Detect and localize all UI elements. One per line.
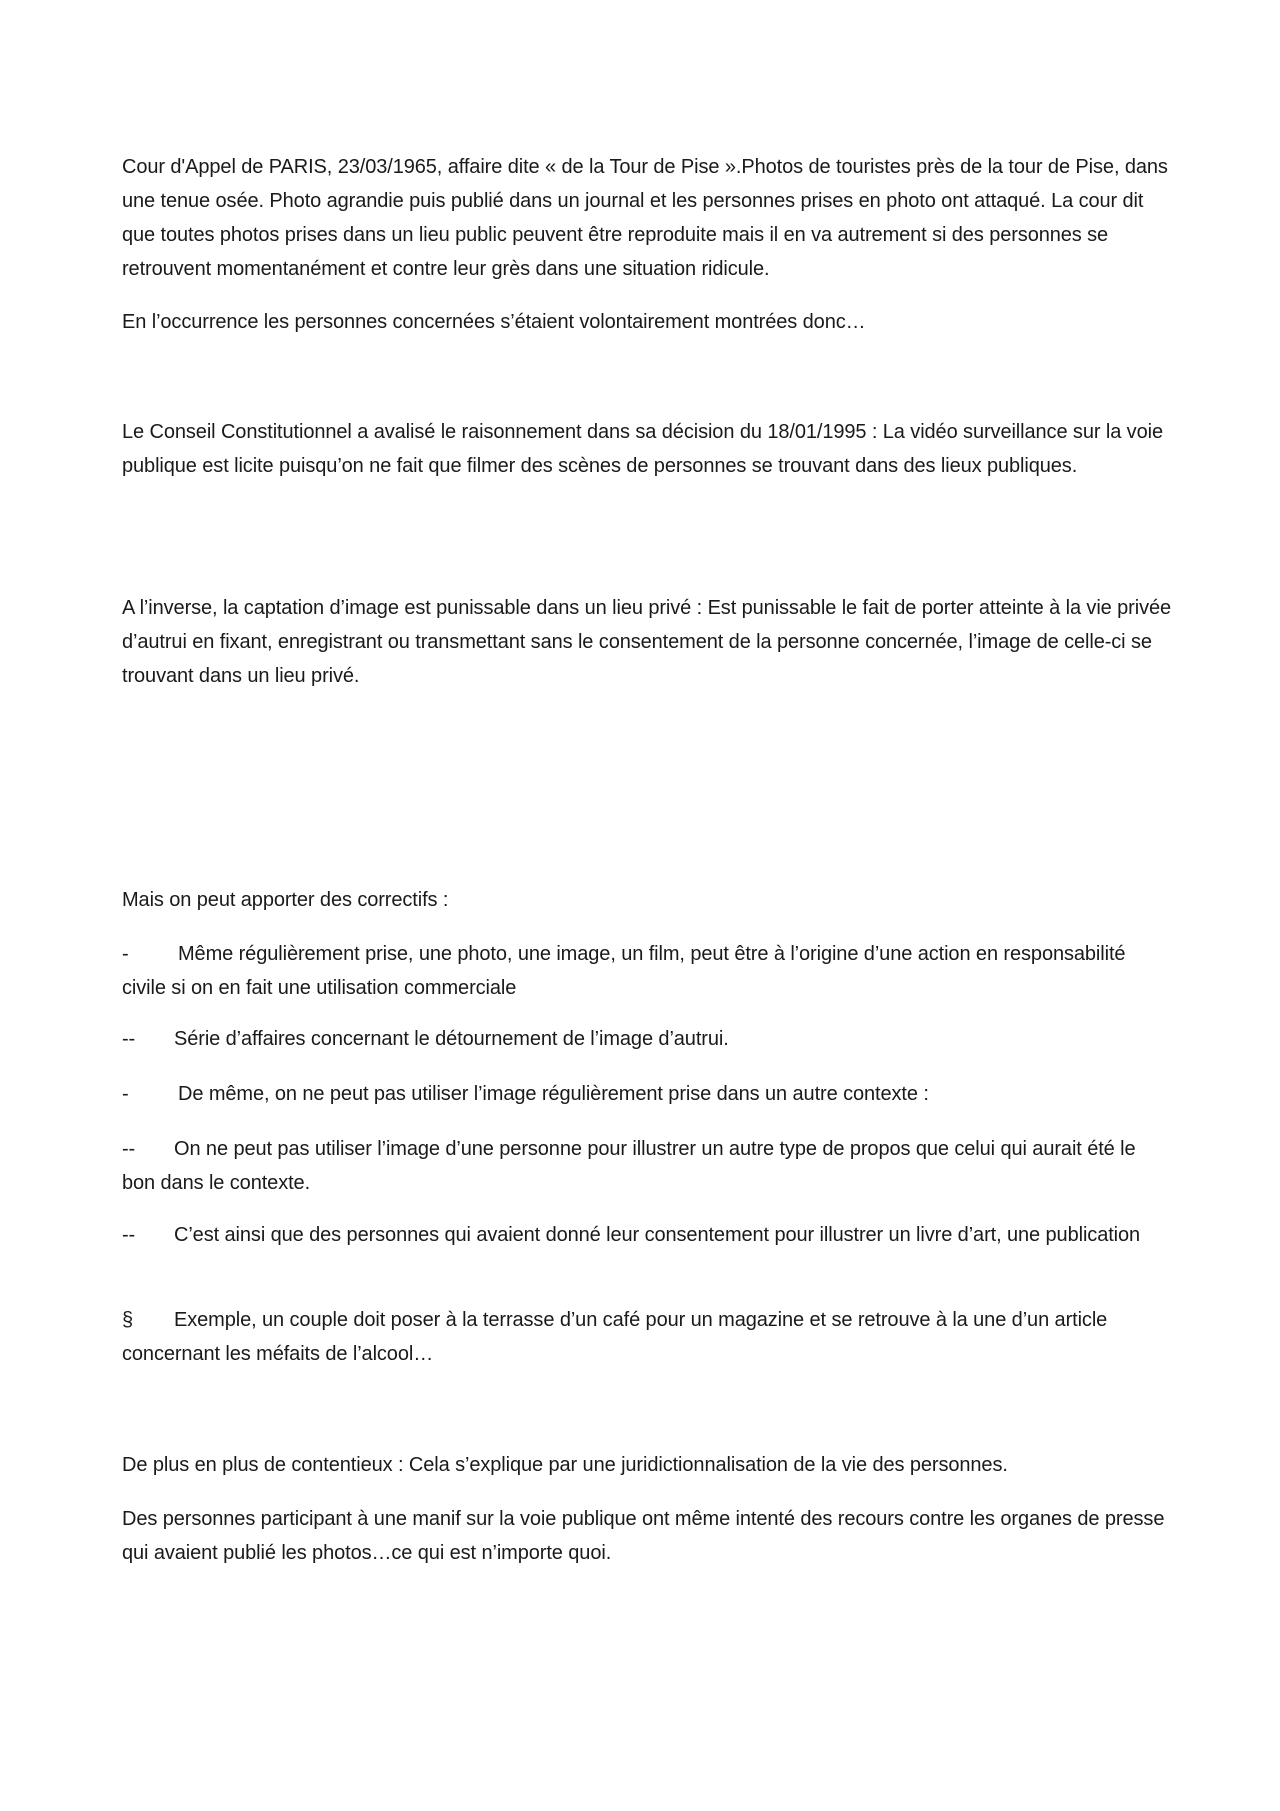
list-item (122, 1022, 1172, 1056)
list-marker: - (122, 1083, 129, 1105)
list-item-text: Même régulièrement prise, une photo, une image, un film, peut être à l’origine d’une action en responsabilité civile si on en fait une utilisation commerciale (122, 943, 1126, 999)
list-item-text: On ne peut pas utiliser l’image d’une personne pour illustrer un autre type de propos que celui qui aurait été le bon dans le contexte. (122, 1138, 1136, 1194)
list-marker: § (122, 1309, 134, 1331)
list-marker: -- (122, 1138, 136, 1160)
paragraph-conseil-constitutionnel: Le Conseil Constitutionnel a avalisé le raisonnement dans sa décision du 18/01/1995 : La vidéo surveillance sur la voie publique est licite puisqu’on ne fait que filmer des scènes de personnes se trouvant dans des lieux publiques. (122, 421, 1163, 477)
list-item (122, 1218, 1172, 1252)
list-item-text: C’est ainsi que des personnes qui avaient donné leur consentement pour illustrer un livre d’art, une publication (174, 1224, 1141, 1246)
list-item (122, 937, 1172, 1005)
paragraph-correctifs: Mais on peut apporter des correctifs : (122, 889, 449, 911)
paragraph-contentieux: De plus en plus de contentieux : Cela s’explique par une juridictionnalisation de la vie des personnes. (122, 1454, 1008, 1476)
paragraph-tour-de-pise: Cour d'Appel de PARIS, 23/03/1965, affaire dite « de la Tour de Pise ».Photos de touristes près de la tour de Pise, dans une tenue osée. Photo agrandie puis publié dans un journal et les personnes prises en photo ont attaqué. La cour dit que toutes photos prises dans un lieu public peuvent être reproduite mais il en va autrement si des personnes se retrouvent momentanément et contre leur grès dans une situation ridicule. (122, 156, 1168, 280)
list-marker: -- (122, 1224, 136, 1246)
list-item-text: Exemple, un couple doit poser à la terrasse d’un café pour un magazine et se retrouve à la une d’un article concernant les méfaits de l’alcool… (122, 1309, 1108, 1365)
list-item (122, 1132, 1172, 1200)
paragraph-lieu-prive: A l’inverse, la captation d’image est punissable dans un lieu privé : Est punissable le fait de porter atteinte à la vie privée d’autrui en fixant, enregistrant ou transmettant sans le consentement de la personne concernée, l’image de celle-ci se trouvant dans un lieu privé. (122, 597, 1172, 687)
list-item (122, 1077, 1172, 1111)
paragraph-occurrence: En l’occurrence les personnes concernées s’étaient volontairement montrées donc… (122, 311, 866, 333)
list-marker: - (122, 943, 129, 965)
paragraph-manif: Des personnes participant à une manif sur la voie publique ont même intenté des recours contre les organes de presse qui avaient publié les photos…ce qui est n’importe quoi. (122, 1508, 1165, 1564)
list-item (122, 1303, 1172, 1371)
list-marker: -- (122, 1028, 136, 1050)
list-item-text: Série d’affaires concernant le détournement de l’image d’autrui. (174, 1028, 729, 1050)
list-item-text: De même, on ne peut pas utiliser l’image régulièrement prise dans un autre contexte : (178, 1083, 929, 1105)
